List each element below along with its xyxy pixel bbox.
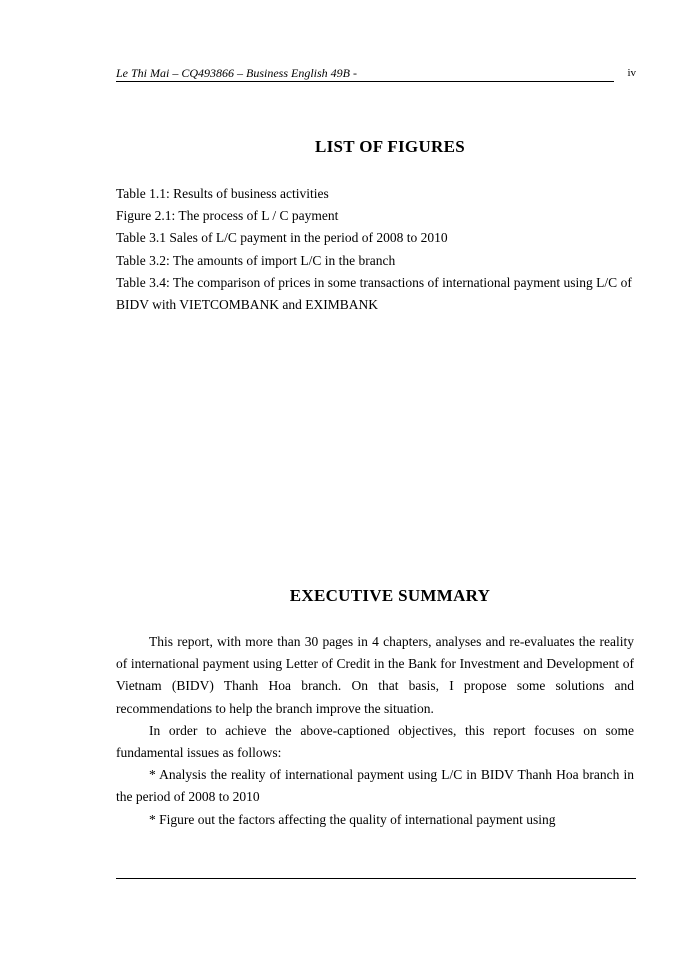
figure-list-item: Table 3.2: The amounts of import L/C in the branch (116, 252, 396, 268)
summary-paragraph: This report, with more than 30 pages in 4 chapters, analyses and re-evaluates the reality of international payment using Letter of Credit in the Bank for Investment and Development of Vietnam (BIDV) Thanh Hoa branch. On that basis, I propose some solutions and recommendations to help the branch improve the situation. (116, 634, 634, 716)
figure-list-item: Table 3.1 Sales of L/C payment in the period of 2008 to 2010 (116, 230, 448, 246)
figures-list (116, 183, 636, 316)
executive-summary-body (116, 631, 634, 831)
summary-paragraph: * Figure out the factors affecting the quality of international payment using (149, 811, 556, 827)
running-title: Le Thi Mai – CQ493866 – Business English 49B - (116, 66, 358, 80)
figure-list-item: Figure 2.1: The process of L / C payment (116, 208, 339, 224)
footer-rule (116, 878, 636, 879)
page-header (116, 66, 636, 82)
figure-list-item: Table 3.4: The comparison of prices in some transactions of international payment using L/C of BIDV with VIETCOMBANK and EXIMBANK (116, 274, 632, 313)
page-number: iv (627, 67, 636, 79)
summary-paragraph: * Analysis the reality of international payment using L/C in BIDV Thanh Hoa branch in the period of 2008 to 2010 (116, 767, 634, 805)
figure-list-item: Table 1.1: Results of business activities (116, 186, 329, 201)
summary-paragraph: In order to achieve the above-captioned objectives, this report focuses on some fundamental issues as follows: (116, 722, 634, 761)
executive-summary-title: EXECUTIVE SUMMARY (289, 586, 491, 605)
list-of-figures-title: LIST OF FIGURES (315, 137, 465, 156)
header-rule (116, 81, 614, 82)
